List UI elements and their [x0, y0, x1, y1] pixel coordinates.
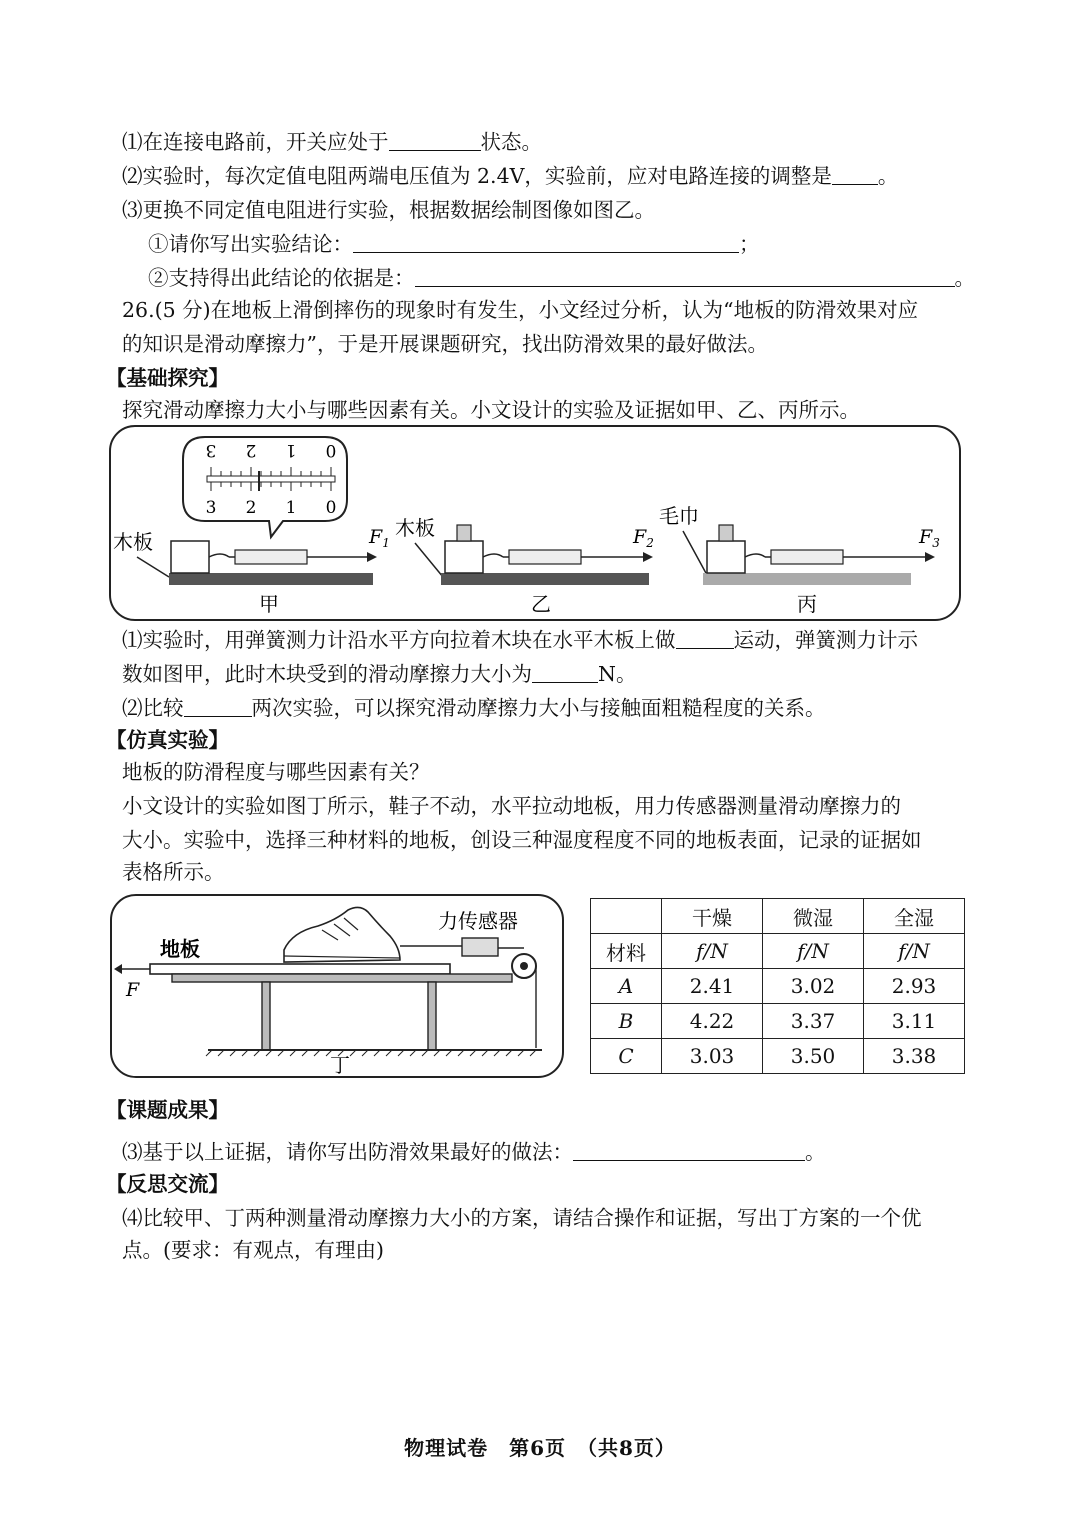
q26-part1-a: ⑴实验时，用弹簧测力计沿水平方向拉着木块在水平木板上做 运动，弹簧测力计示	[122, 628, 918, 652]
scale-top-label: 2	[245, 440, 257, 460]
scale-bottom-label: 2	[245, 498, 257, 518]
label-yi: 乙	[531, 592, 551, 616]
scale-top-label: 1	[285, 440, 297, 460]
wooden-block	[707, 541, 745, 573]
wooden-block	[445, 541, 483, 573]
table-cell: 3.38	[864, 1039, 965, 1074]
answer-blank[interactable]	[353, 232, 739, 253]
table-cell	[591, 899, 662, 934]
shoe-sensor-svg	[112, 896, 562, 1076]
weight	[719, 525, 733, 541]
q26-stem-2: 的知识是滑动摩擦力”，于是开展课题研究，找出防滑效果的最好做法。	[122, 332, 768, 356]
sim-line-1: 地板的防滑程度与哪些因素有关？	[122, 760, 430, 784]
table-cell: f/N	[864, 934, 965, 969]
shoe	[284, 907, 400, 962]
sim-line-2: 小文设计的实验如图丁所示，鞋子不动，水平拉动地板，用力传感器测量滑动摩擦力的	[122, 794, 901, 818]
answer-blank[interactable]	[832, 164, 878, 185]
wooden-block	[171, 541, 209, 573]
table-cell: 3.03	[662, 1039, 763, 1074]
towel-board	[703, 573, 911, 585]
section-results: 【课题成果】	[106, 1098, 229, 1122]
page-footer: 物理试卷 第6页 （共8页）	[404, 1436, 676, 1460]
table-cell: 微湿	[763, 899, 864, 934]
table-cell: 2.41	[662, 969, 763, 1004]
table-units-row	[591, 934, 965, 969]
force-label: $F_3$	[919, 526, 940, 550]
answer-blank[interactable]	[184, 696, 252, 717]
friction-data-table	[590, 898, 965, 1074]
table-top	[172, 974, 512, 982]
scale-bottom-label: 1	[285, 498, 297, 518]
force-sensor	[462, 938, 498, 956]
q25-line-5: ②支持得出此结论的依据是： 。	[148, 266, 975, 290]
q26-part2: ⑵比较 两次实验，可以探究滑动摩擦力大小与接触面粗糙程度的关系。	[122, 696, 826, 720]
scale-top-label: 0	[325, 440, 337, 460]
scale-bottom-label: 0	[325, 498, 337, 518]
q26-part4-b: 点。(要求：有观点，有理由)	[122, 1238, 384, 1262]
table-cell: 干燥	[662, 899, 763, 934]
towel-label: 毛巾	[659, 504, 699, 528]
table-cell: f/N	[662, 934, 763, 969]
table-cell: f/N	[763, 934, 864, 969]
section-simulation: 【仿真实验】	[106, 728, 229, 752]
answer-blank[interactable]	[415, 266, 955, 287]
force-label: $F_2$	[633, 526, 654, 550]
sim-line-3: 大小。实验中，选择三种材料的地板，创设三种湿度程度不同的地板表面，记录的证据如	[122, 828, 922, 852]
scale-bottom-label: 3	[205, 498, 217, 518]
table-row	[591, 1004, 965, 1039]
spring-scale	[509, 550, 581, 564]
table-cell: 3.37	[763, 1004, 864, 1039]
table-cell: 2.93	[864, 969, 965, 1004]
table-cell: 全湿	[864, 899, 965, 934]
q25-line-2: ⑵实验时，每次定值电阻两端电压值为 2.4V，实验前，应对电路连接的调整是 。	[122, 164, 899, 188]
q26-stem-1: 26.(5 分)在地板上滑倒摔伤的现象时有发生，小文经过分析，认为“地板的防滑效果对应	[122, 298, 919, 322]
answer-blank[interactable]	[389, 130, 481, 151]
section-basic-inquiry: 【基础探究】	[106, 366, 229, 390]
table-row	[591, 969, 965, 1004]
label-ding: 丁	[330, 1053, 350, 1076]
q26-intro: 探究滑动摩擦力大小与哪些因素有关。小文设计的实验及证据如甲、乙、丙所示。	[122, 398, 860, 422]
label-bing: 丙	[797, 592, 817, 616]
q26-part1-b: 数如图甲，此时木块受到的滑动摩擦力大小为 N。	[122, 662, 637, 686]
table-cell: C	[591, 1039, 662, 1074]
floor-plank	[150, 964, 450, 974]
figure-friction-experiments	[109, 425, 961, 621]
figure-shoe-sensor	[110, 894, 564, 1078]
label-jia: 甲	[259, 592, 279, 616]
table-header-row	[591, 899, 965, 934]
q26-part4-a: ⑷比较甲、丁两种测量滑动摩擦力大小的方案，请结合操作和证据，写出丁方案的一个优	[122, 1206, 922, 1230]
table-cell: 4.22	[662, 1004, 763, 1039]
q26-part3: ⑶基于以上证据，请你写出防滑效果最好的做法： 。	[122, 1140, 826, 1164]
table-row	[591, 1039, 965, 1074]
q25-line-4: ①请你写出实验结论： ；	[148, 232, 760, 256]
spring-scale	[771, 550, 843, 564]
sensor-label: 力传感器	[438, 909, 518, 933]
table-cell: 3.02	[763, 969, 864, 1004]
table-cell: 材料	[591, 934, 662, 969]
answer-blank[interactable]	[573, 1140, 805, 1161]
force-label: $F_1$	[369, 526, 390, 550]
weight	[457, 525, 471, 541]
sim-line-4: 表格所示。	[122, 860, 225, 884]
spring-scale	[235, 550, 307, 564]
board-label: 木板	[113, 530, 153, 554]
section-reflection: 【反思交流】	[106, 1172, 229, 1196]
scale-top-label: 3	[205, 440, 217, 460]
floor-label: 地板	[160, 937, 200, 961]
q25-line-1: ⑴在连接电路前，开关应处于 状态。	[122, 130, 542, 154]
answer-blank[interactable]	[676, 628, 734, 649]
wooden-board	[441, 573, 649, 585]
table-cell: B	[591, 1004, 662, 1039]
table-cell: A	[591, 969, 662, 1004]
board-label: 木板	[395, 516, 435, 540]
friction-diagram-svg	[111, 427, 959, 619]
q25-line-3: ⑶更换不同定值电阻进行实验，根据数据绘制图像如图乙。	[122, 198, 655, 222]
wooden-board	[169, 573, 373, 585]
force-label: F	[126, 979, 140, 1001]
table-cell: 3.11	[864, 1004, 965, 1039]
table-cell: 3.50	[763, 1039, 864, 1074]
answer-blank[interactable]	[532, 662, 598, 683]
